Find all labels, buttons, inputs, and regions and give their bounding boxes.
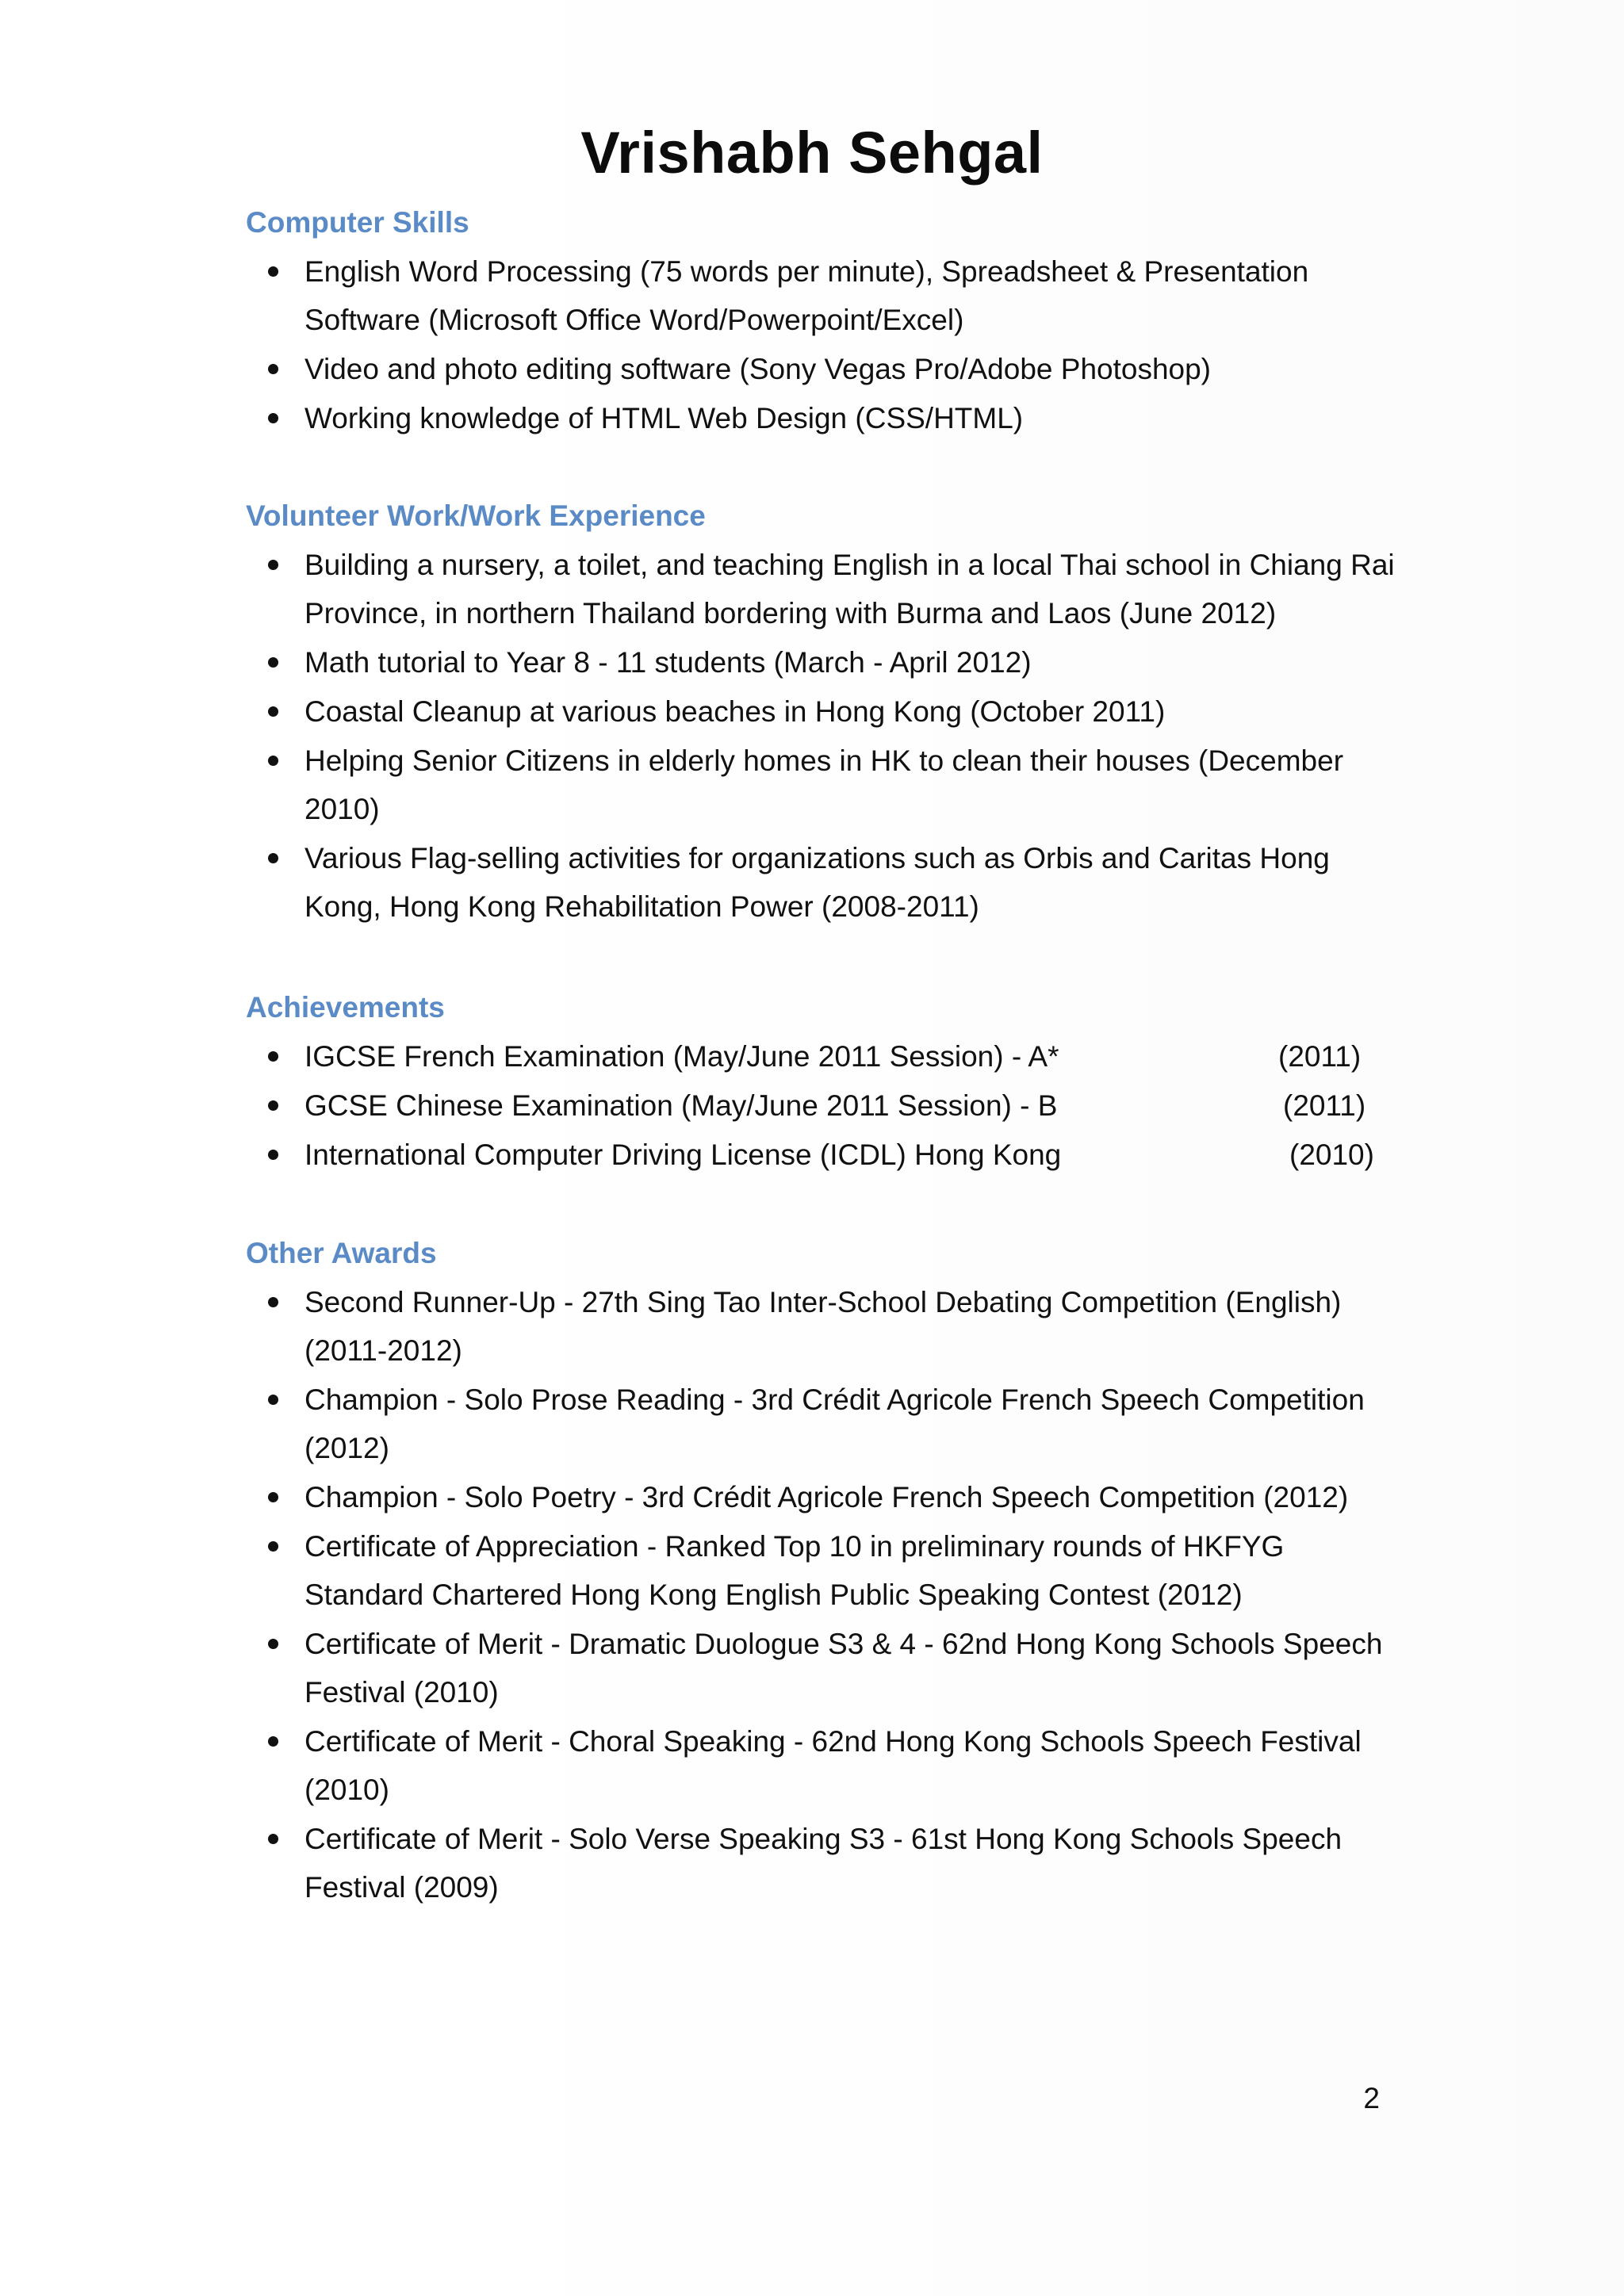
list-item-text: Helping Senior Citizens in elderly homes in HK to clean their houses (December 2010) xyxy=(304,744,1344,825)
section-other-awards xyxy=(246,1229,1404,1912)
list-item xyxy=(246,737,1404,833)
list-item-text: Building a nursery, a toilet, and teaching English in a local Thai school in Chiang Rai Province, in northern Thailand bordering with Burma and Laos (June 2012) xyxy=(304,549,1395,629)
achievement-year: (2011) xyxy=(1278,1040,1362,1073)
section-heading: Achievements xyxy=(246,991,445,1024)
bullet-list xyxy=(246,247,1404,442)
bullet-icon xyxy=(268,1100,278,1111)
list-item xyxy=(246,687,1404,736)
bullet-icon xyxy=(268,1051,278,1062)
list-item-text: Certificate of Merit - Solo Verse Speaking S3 - 61st Hong Kong Schools Speech Festival (2009) xyxy=(304,1823,1342,1904)
bullet-icon xyxy=(268,1297,278,1307)
list-item-text: Video and photo editing software (Sony Vegas Pro/Adobe Photoshop) xyxy=(304,353,1212,385)
list-item xyxy=(246,247,1404,344)
page-number: 2 xyxy=(1363,2082,1380,2114)
section-heading: Computer Skills xyxy=(246,206,469,239)
list-item xyxy=(246,834,1404,931)
list-item xyxy=(246,1717,1404,1814)
achievement-text: GCSE Chinese Examination (May/June 2011 Session) - B xyxy=(304,1089,1058,1122)
bullet-icon xyxy=(268,1834,278,1844)
list-item xyxy=(246,1522,1404,1619)
section-heading: Other Awards xyxy=(246,1237,437,1269)
section-computer-skills xyxy=(246,198,1404,443)
list-item-text: Second Runner-Up - 27th Sing Tao Inter-School Debating Competition (English) (2011-2012) xyxy=(304,1286,1342,1367)
bullet-icon xyxy=(268,266,278,277)
section-volunteer-work xyxy=(246,492,1404,932)
bullet-list xyxy=(246,541,1404,931)
section-achievements xyxy=(246,983,1404,1180)
bullet-icon xyxy=(268,413,278,423)
achievement-year: (2010) xyxy=(1289,1138,1374,1171)
bullet-icon xyxy=(268,560,278,570)
list-item xyxy=(246,541,1404,637)
list-item xyxy=(246,638,1404,687)
list-item xyxy=(246,345,1404,393)
bullet-icon xyxy=(268,657,278,668)
bullet-list xyxy=(246,1278,1404,1911)
bullet-icon xyxy=(268,1736,278,1747)
list-item xyxy=(246,1131,1404,1179)
bullet-icon xyxy=(268,1150,278,1160)
page-title: Vrishabh Sehgal xyxy=(580,120,1044,186)
list-item xyxy=(246,1032,1404,1081)
list-item xyxy=(246,1815,1404,1911)
bullet-icon xyxy=(268,1395,278,1405)
bullet-icon xyxy=(268,364,278,374)
list-item-text: Various Flag-selling activities for organizations such as Orbis and Caritas Hong Kong, Hong Kong Rehabilitation Power (2008-2011) xyxy=(304,842,1330,923)
section-heading: Volunteer Work/Work Experience xyxy=(246,499,706,532)
list-item-text: Certificate of Appreciation - Ranked Top 10 in preliminary rounds of HKFYG Standard Chartered Hong Kong English Public Speaking Contest (2012) xyxy=(304,1530,1285,1611)
list-item xyxy=(246,1376,1404,1472)
bullet-icon xyxy=(268,756,278,766)
list-item xyxy=(246,1081,1404,1130)
achievement-text: IGCSE French Examination (May/June 2011 Session) - A* xyxy=(304,1040,1059,1073)
list-item-text: Certificate of Merit - Dramatic Duologue S3 & 4 - 62nd Hong Kong Schools Speech Festival (2010) xyxy=(304,1628,1383,1709)
list-item-text: Working knowledge of HTML Web Design (CSS/HTML) xyxy=(304,402,1024,434)
list-item xyxy=(246,1278,1404,1375)
bullet-list xyxy=(246,1032,1404,1179)
list-item-text: Champion - Solo Poetry - 3rd Crédit Agricole French Speech Competition (2012) xyxy=(304,1481,1349,1513)
bullet-icon xyxy=(268,853,278,863)
bullet-icon xyxy=(268,1492,278,1502)
list-item-text: Math tutorial to Year 8 - 11 students (March - April 2012) xyxy=(304,646,1032,679)
list-item-text: Coastal Cleanup at various beaches in Hong Kong (October 2011) xyxy=(304,695,1166,728)
achievement-text: International Computer Driving License (ICDL) Hong Kong xyxy=(304,1138,1062,1171)
list-item-text: Champion - Solo Prose Reading - 3rd Crédit Agricole French Speech Competition (2012) xyxy=(304,1383,1365,1464)
list-item xyxy=(246,394,1404,442)
list-item xyxy=(246,1620,1404,1716)
bullet-icon xyxy=(268,706,278,717)
list-item-text: Certificate of Merit - Choral Speaking - 62nd Hong Kong Schools Speech Festival (2010) xyxy=(304,1725,1362,1806)
list-item-text: English Word Processing (75 words per minute), Spreadsheet & Presentation Software (Microsoft Office Word/Powerpoint/Excel) xyxy=(304,255,1309,336)
list-item xyxy=(246,1473,1404,1521)
bullet-icon xyxy=(268,1639,278,1649)
bullet-icon xyxy=(268,1541,278,1552)
achievement-year: (2011) xyxy=(1283,1089,1366,1122)
